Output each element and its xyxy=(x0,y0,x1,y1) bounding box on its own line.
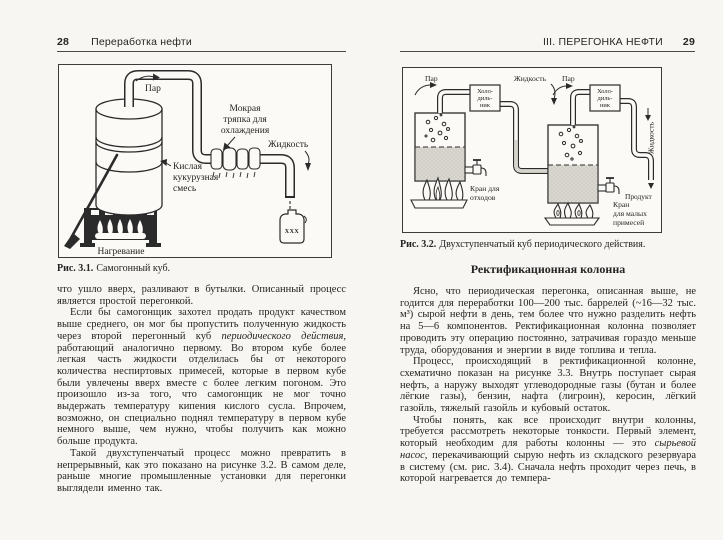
condenser-1-label-3: ник xyxy=(480,102,490,109)
still-vessel-1 xyxy=(415,113,465,181)
left-running-header xyxy=(57,34,346,52)
firewood-log xyxy=(95,233,146,239)
rag-drips xyxy=(213,172,255,178)
rag-label-1: Мокрая xyxy=(229,104,261,114)
steam-2-label: Пар xyxy=(562,74,575,83)
paragraph-text: Чтобы понять, как все происходит внутри колонны, требуется рассмотреть некоторые тонкости. Первый элемент, который необходим для работы колонны — это xyxy=(400,414,696,450)
burner-tray-1 xyxy=(411,200,467,208)
liquid-top-label: Жидкость xyxy=(513,74,547,83)
heating-label: Нагревание xyxy=(97,247,145,257)
caption-label: Рис. 3.1. xyxy=(57,263,94,274)
paragraph: что ушло вверх, разливают в бутылки. Описанный процесс является простой перегонкой. xyxy=(57,284,346,307)
caption-text: Самогонный куб. xyxy=(96,263,171,274)
condenser-1 xyxy=(470,85,500,111)
steam-pipe-2 xyxy=(573,92,590,125)
condenser-2-label-1: Холо- xyxy=(597,88,613,95)
mash-label-2: кукурузная xyxy=(173,173,219,183)
condenser-2-label-3: ник xyxy=(600,102,610,109)
still-vessel-2 xyxy=(548,125,598,203)
waste-tap xyxy=(465,160,486,176)
paragraph-text: , перекачивающий сырую нефть из складского резервуара в систему (см. рис. 3.4). Сначала нефть проходит через печь, в которой нагревается до темпера- xyxy=(400,449,696,485)
waste-tap-label-2: отходов xyxy=(470,193,496,202)
section-heading: Ректификационная колонна xyxy=(470,262,626,276)
paragraph-italic: периодического действия xyxy=(221,330,344,342)
two-stage-still-drawing xyxy=(403,68,661,232)
figure-3-2 xyxy=(402,67,662,233)
right-running-header xyxy=(400,34,695,52)
right-page-number: 29 xyxy=(682,36,695,48)
figure-3-2-caption xyxy=(400,239,696,251)
liquid-right-label: Жидкость xyxy=(646,121,656,155)
condenser-1-label-1: Холо- xyxy=(477,88,493,95)
liquid-label: Жидкость xyxy=(268,140,309,150)
still-barrel xyxy=(96,99,162,215)
paragraph: Такой двухступенчатый процесс можно превратить в непрерывный, как это показано на рисунке 3.2. В самом деле, раньше многие промышленные установки для перегонки выглядели именно так. xyxy=(57,447,346,494)
paragraph xyxy=(57,307,346,447)
liquid-2 xyxy=(549,165,598,202)
impurity-tap xyxy=(598,178,619,194)
impurity-tap-label-2: для малых xyxy=(613,209,647,218)
mash-label-3: смесь xyxy=(173,184,197,194)
figure-3-1 xyxy=(58,64,332,258)
rag-label-3: охлаждения xyxy=(220,126,270,136)
paragraph: Процесс, происходящий в ректификационной колонне, схематично показан на рисунке 3.3. Внутрь поступает сырая нефть, а наружу выходят углеводородные газы (бутан и более лёгкие газы), бензин, нафта (лигроин), керосин, лёгкий газойль, тяжелый газойль и кубовый остаток. xyxy=(400,356,696,415)
paragraph-italic: сырьевой насос xyxy=(400,438,696,461)
left-running-title: Переработка нефти xyxy=(91,36,192,48)
condenser-2-label-2: диль- xyxy=(597,95,613,102)
product-label: Продукт xyxy=(625,192,652,201)
waste-tap-label-1: Кран для xyxy=(470,184,500,193)
condenser-1-label-2: диль- xyxy=(477,95,493,102)
rag-label-2: тряпка для xyxy=(223,115,267,125)
left-body-text xyxy=(57,284,346,495)
paragraph-text: , работающий аналогично первому. Во втором кубе более легкая часть жидкости отделилась бы от некоторого количества неспиртовых примесей, которые в первом кубе были увлечены вверх вместе с более легким погоном. Это произошло из-за того, что самогонщик не мог точно выдержать температуру кипения кислого сусла. Впрочем, возможно, он специально поднял температуру в первом кубе немного выше, чем нужно, чтобы получить как можно больше продукта. xyxy=(57,330,346,448)
jug-xxx-mark: XXX xyxy=(284,229,300,235)
moonshine-still-drawing xyxy=(59,65,331,257)
steam-1-label: Пар xyxy=(425,74,438,83)
moonshine-jug xyxy=(280,210,306,243)
figure-3-1-caption xyxy=(57,263,346,275)
impurity-tap-label-1: Кран xyxy=(613,200,630,209)
wet-rag xyxy=(211,148,260,170)
paragraph: Ясно, что периодическая перегонка, описанная выше, не годится для переработки 100—200 тыс. баррелей (~16—32 тыс. м³) сырой нефти в день, тем более что нужно разделить нефть на 5—6 компонентов. Ректификационная колонна позволяет проводить эту операцию постоянно, затрачивая гораздо меньше труда, оборудования и энергии в виде топлива и тепла. xyxy=(400,286,696,356)
right-body-text xyxy=(400,286,696,485)
right-running-title: III. ПЕРЕГОНКА НЕФТИ xyxy=(542,36,663,48)
mash-label-1: Кислая xyxy=(173,162,202,172)
steam-label: Пар xyxy=(145,84,161,94)
paragraph-text: Если бы самогонщик захотел продать продукт качеством выше среднего, он мог бы пропустить полученную жидкость через второй перегонный куб xyxy=(57,307,346,342)
condenser-2 xyxy=(590,85,620,111)
liquid-1 xyxy=(416,147,465,180)
caption-text: Двухступенчатый куб периодического действия. xyxy=(439,239,646,250)
burner-1 xyxy=(411,178,467,208)
steam-pipe-1 xyxy=(440,92,470,113)
burner-tray-2 xyxy=(545,218,599,225)
burner-2 xyxy=(545,203,599,225)
left-page-number: 28 xyxy=(57,36,70,48)
caption-label: Рис. 3.2. xyxy=(400,239,437,250)
condensate-channel xyxy=(500,104,549,171)
impurity-tap-label-3: примесей xyxy=(613,218,645,227)
paragraph xyxy=(400,415,696,485)
